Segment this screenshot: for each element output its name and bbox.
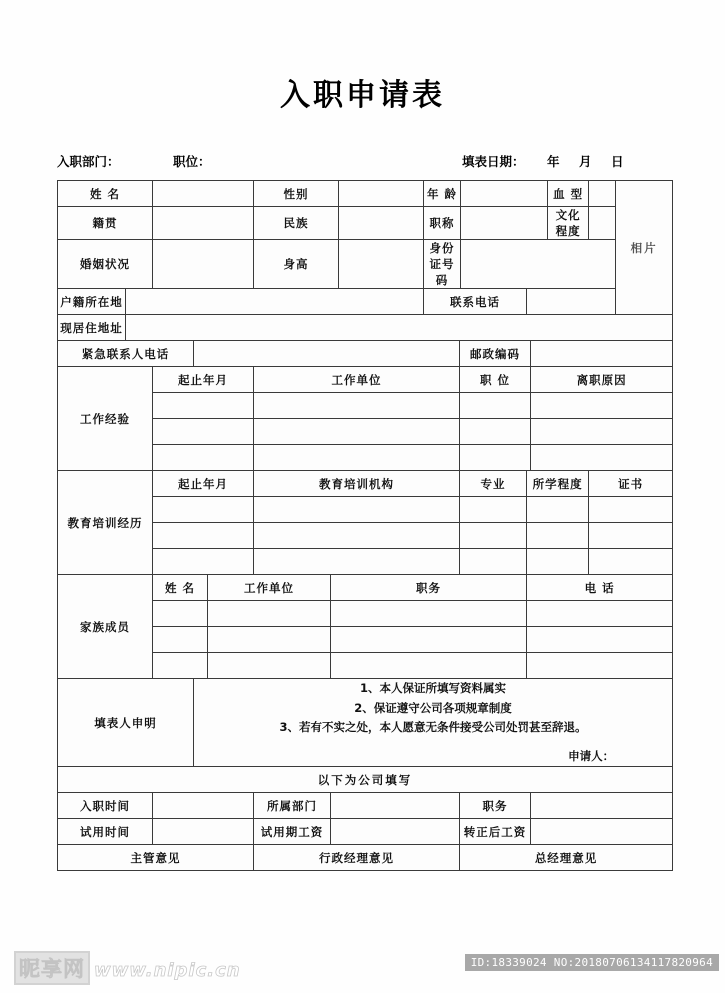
- declaration-section-label: 填表人申明: [58, 679, 194, 767]
- family-col-phone: 电 话: [527, 575, 673, 601]
- edu-certificate-cell[interactable]: [589, 523, 673, 549]
- job-position-value[interactable]: [531, 793, 673, 819]
- edu-institution-cell[interactable]: [254, 497, 460, 523]
- ethnicity-label: 民族: [254, 207, 339, 240]
- table-row-current-address: [58, 315, 673, 341]
- education-level-label: 文化程度: [548, 207, 589, 240]
- family-position-cell[interactable]: [331, 653, 527, 679]
- edu-institution-cell[interactable]: [254, 523, 460, 549]
- edu-col-degree: 所学程度: [527, 471, 589, 497]
- registered-residence-value[interactable]: [126, 289, 424, 315]
- education-header-row: [58, 471, 673, 497]
- work-position-cell[interactable]: [460, 445, 531, 471]
- family-position-cell[interactable]: [331, 601, 527, 627]
- work-experience-section-label: 工作经验: [58, 367, 153, 471]
- edu-major-cell[interactable]: [460, 523, 527, 549]
- work-col-leave-reason: 离职原因: [531, 367, 673, 393]
- current-address-label: 现居住地址: [58, 315, 126, 341]
- education-section-label: 教育培训经历: [58, 471, 153, 575]
- family-phone-cell[interactable]: [527, 601, 673, 627]
- age-value[interactable]: [461, 181, 548, 207]
- work-col-employer: 工作单位: [254, 367, 460, 393]
- probation-salary-label: 试用期工资: [254, 819, 331, 845]
- edu-institution-cell[interactable]: [254, 549, 460, 575]
- registered-residence-label: 户籍所在地: [58, 289, 126, 315]
- family-name-cell[interactable]: [153, 653, 208, 679]
- family-phone-cell[interactable]: [527, 627, 673, 653]
- edu-col-period: 起止年月: [153, 471, 254, 497]
- table-row-name: [58, 181, 673, 207]
- family-employer-cell[interactable]: [208, 601, 331, 627]
- image-id-watermark: ID:18339024 NO:20180706134117820964: [465, 954, 719, 971]
- height-label: 身高: [254, 240, 339, 289]
- company-row-entry: [58, 793, 673, 819]
- work-leave-reason-cell[interactable]: [531, 393, 673, 419]
- gender-value[interactable]: [339, 181, 424, 207]
- family-col-employer: 工作单位: [208, 575, 331, 601]
- edu-major-cell[interactable]: [460, 549, 527, 575]
- edu-col-institution: 教育培训机构: [254, 471, 460, 497]
- edu-col-major: 专业: [460, 471, 527, 497]
- work-employer-cell[interactable]: [254, 419, 460, 445]
- applicant-signature-label[interactable]: 申请人：: [568, 748, 615, 763]
- entry-department-label: 入职部门：: [57, 154, 120, 169]
- work-position-cell[interactable]: [460, 419, 531, 445]
- work-employer-cell[interactable]: [254, 445, 460, 471]
- declaration-row: [58, 679, 673, 767]
- general-manager-opinion[interactable]: 总经理意见: [460, 845, 673, 871]
- work-leave-reason-cell[interactable]: [531, 445, 673, 471]
- supervisor-opinion[interactable]: 主管意见: [58, 845, 254, 871]
- edu-period-cell[interactable]: [153, 523, 254, 549]
- edu-degree-cell[interactable]: [527, 523, 589, 549]
- probation-salary-value[interactable]: [331, 819, 460, 845]
- height-value[interactable]: [339, 240, 424, 289]
- edu-col-certificate: 证书: [589, 471, 673, 497]
- contact-phone-value[interactable]: [527, 289, 616, 315]
- family-col-position: 职务: [331, 575, 527, 601]
- work-position-cell[interactable]: [460, 393, 531, 419]
- day-label: 日: [611, 154, 624, 169]
- family-name-cell[interactable]: [153, 627, 208, 653]
- id-number-label: 身份证号码: [424, 240, 461, 289]
- id-number-value[interactable]: [461, 240, 616, 289]
- form-header-line: [57, 152, 672, 170]
- name-value[interactable]: [153, 181, 254, 207]
- month-label: 月: [579, 154, 592, 169]
- edu-degree-cell[interactable]: [527, 497, 589, 523]
- fill-date-label: 填表日期：: [462, 154, 525, 169]
- postal-code-value[interactable]: [531, 341, 673, 367]
- work-employer-cell[interactable]: [254, 393, 460, 419]
- table-row-marital-status: [58, 240, 673, 289]
- edu-period-cell[interactable]: [153, 549, 254, 575]
- family-employer-cell[interactable]: [208, 653, 331, 679]
- regular-salary-value[interactable]: [531, 819, 673, 845]
- declaration-line-1: 1、本人保证所填写资料属实: [360, 681, 507, 695]
- work-period-cell[interactable]: [153, 419, 254, 445]
- year-label: 年: [547, 154, 560, 169]
- edu-major-cell[interactable]: [460, 497, 527, 523]
- opinions-row: [58, 845, 673, 871]
- regular-salary-label: 转正后工资: [460, 819, 531, 845]
- job-title-label: 职称: [424, 207, 461, 240]
- education-level-value[interactable]: [589, 207, 616, 240]
- work-experience-header-row: [58, 367, 673, 393]
- gender-label: 性别: [254, 181, 339, 207]
- native-place-value[interactable]: [153, 207, 254, 240]
- family-section-label: 家族成员: [58, 575, 153, 679]
- native-place-label: 籍贯: [58, 207, 153, 240]
- application-form-table: [57, 180, 673, 871]
- declaration-line-3: 3、若有不实之处，本人愿意无条件接受公司处罚甚至辞退。: [279, 720, 587, 735]
- assigned-department-value[interactable]: [331, 793, 460, 819]
- job-position-label: 职务: [460, 793, 531, 819]
- edu-certificate-cell[interactable]: [589, 497, 673, 523]
- site-watermark: [14, 951, 241, 985]
- entry-date-value[interactable]: [153, 793, 254, 819]
- blood-type-value[interactable]: [589, 181, 616, 207]
- photo-placeholder[interactable]: 相片: [616, 181, 673, 315]
- work-period-cell[interactable]: [153, 393, 254, 419]
- declaration-line-2: 2、保证遵守公司各项规章制度: [354, 700, 512, 715]
- work-period-cell[interactable]: [153, 445, 254, 471]
- family-employer-cell[interactable]: [208, 627, 331, 653]
- family-phone-cell[interactable]: [527, 653, 673, 679]
- edu-degree-cell[interactable]: [527, 549, 589, 575]
- work-col-position: 职 位: [460, 367, 531, 393]
- marital-status-label: 婚姻状况: [58, 240, 153, 289]
- current-address-value[interactable]: [126, 315, 673, 341]
- probation-period-label: 试用时间: [58, 819, 153, 845]
- contact-phone-label: 联系电话: [424, 289, 527, 315]
- position-label: 职位：: [173, 154, 211, 169]
- ethnicity-value[interactable]: [339, 207, 424, 240]
- age-label: 年 龄: [424, 181, 461, 207]
- company-section-banner: 以下为公司填写: [58, 767, 673, 793]
- emergency-contact-label: 紧急联系人电话: [58, 341, 194, 367]
- blood-type-label: 血 型: [548, 181, 589, 207]
- company-row-probation: [58, 819, 673, 845]
- table-row-native-place: [58, 207, 673, 240]
- family-position-cell[interactable]: [331, 627, 527, 653]
- family-name-cell[interactable]: [153, 601, 208, 627]
- job-title-value[interactable]: [461, 207, 548, 240]
- work-col-period: 起止年月: [153, 367, 254, 393]
- entry-date-label: 入职时间: [58, 793, 153, 819]
- page-title: 入职申请表: [280, 78, 445, 113]
- family-header-row: [58, 575, 673, 601]
- site-watermark-mark: 昵享网: [14, 951, 90, 985]
- edu-period-cell[interactable]: [153, 497, 254, 523]
- marital-status-value[interactable]: [153, 240, 254, 289]
- declaration-text: [194, 679, 673, 767]
- postal-code-label: 邮政编码: [460, 341, 531, 367]
- work-leave-reason-cell[interactable]: [531, 419, 673, 445]
- name-label: 姓 名: [58, 181, 153, 207]
- probation-period-value[interactable]: [153, 819, 254, 845]
- assigned-department-label: 所属部门: [254, 793, 331, 819]
- family-col-name: 姓 名: [153, 575, 208, 601]
- emergency-contact-value[interactable]: [194, 341, 460, 367]
- table-row-registered-residence: [58, 289, 673, 315]
- edu-certificate-cell[interactable]: [589, 549, 673, 575]
- table-row-emergency-contact: [58, 341, 673, 367]
- admin-manager-opinion[interactable]: 行政经理意见: [254, 845, 460, 871]
- site-watermark-url: www.nipic.cn: [94, 960, 241, 981]
- company-banner-row: [58, 767, 673, 793]
